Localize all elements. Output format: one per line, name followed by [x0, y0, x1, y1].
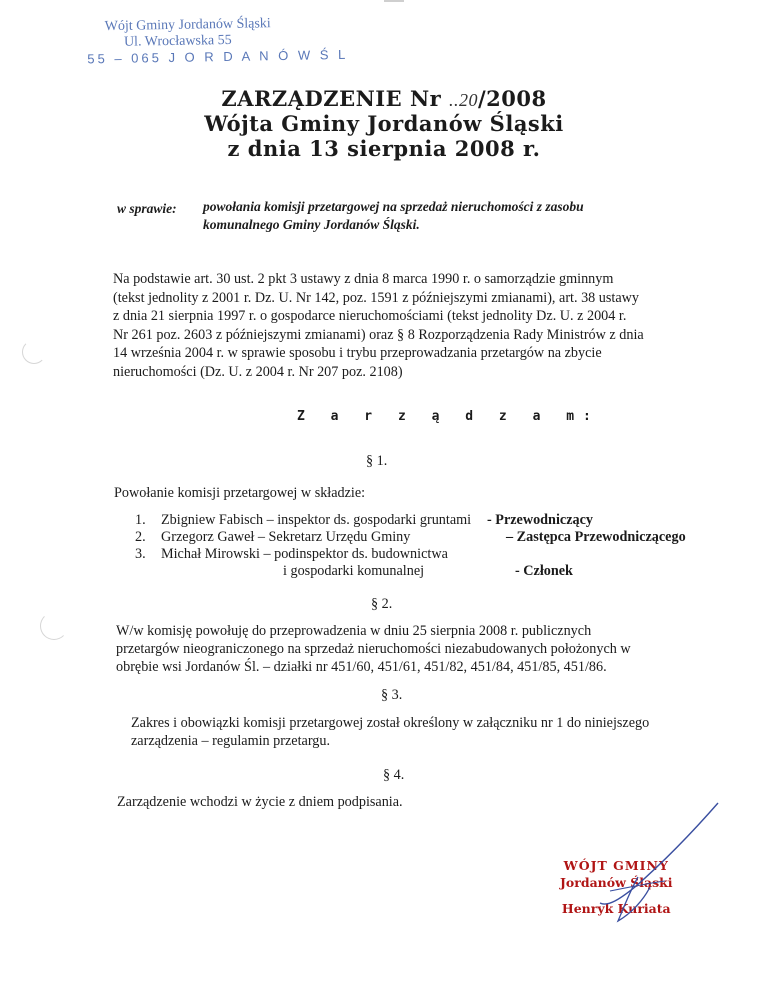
member-number: 3. — [135, 546, 146, 562]
member-list — [135, 511, 725, 579]
punch-hole-mark — [40, 612, 68, 640]
handwritten-signature — [540, 795, 740, 935]
section4-text: Zarządzenie wchodzi w życie z dniem podpisania. — [117, 794, 403, 810]
member-number: 2. — [135, 529, 146, 545]
section2-line: obrębie wsi Jordanów Śl. – działki nr 451/60, 451/61, 451/82, 451/84, 451/85, 451/86. — [116, 659, 607, 675]
member-number: 1. — [135, 512, 146, 528]
subject-label: w sprawie: — [117, 201, 177, 216]
section1-intro: Powołanie komisji przetargowej w składzie: — [114, 485, 366, 501]
member-role: – Zastępca Przewodniczącego — [506, 529, 686, 545]
basis-line: Nr 261 poz. 2603 z późniejszymi zmianami) oraz § 8 Rozporządzenia Rady Ministrów z dnia — [113, 326, 644, 343]
document-title — [0, 86, 768, 111]
basis-line: Na podstawie art. 30 ust. 2 pkt 3 ustawy z dnia 8 marca 1990 r. o samorządzie gminnym — [113, 271, 614, 287]
member-text: Grzegorz Gaweł – Sekretarz Urzędu Gminy — [161, 529, 411, 545]
member-row — [135, 511, 725, 528]
section2-line: W/w komisję powołuję do przeprowadzenia w dniu 25 sierpnia 2008 r. publicznych — [116, 623, 592, 639]
signature-line3: Henryk Kuriata — [561, 901, 671, 916]
member-row — [135, 528, 725, 545]
punch-hole-mark — [22, 340, 46, 364]
basis-line: (tekst jednolity z 2001 r. Dz. U. Nr 142, poz. 1591 z późniejszymi zmianami), art. 38 ustawy — [113, 289, 640, 306]
letterhead-line3: 55 – 065 J O R D A N Ó W Ś L — [87, 46, 349, 67]
title-line2: Wójta Gminy Jordanów Śląski — [204, 111, 564, 136]
title-prefix: ZARZĄDZENIE Nr — [221, 86, 450, 111]
signature-line1: WÓJT GMINY — [563, 858, 669, 873]
legal-basis — [113, 270, 703, 381]
decree-word: Z a r z ą d z a m: — [297, 409, 600, 424]
section3-body — [131, 714, 731, 750]
basis-line: nieruchomości (Dz. U. z 2004 r. Nr 207 poz. 2108) — [113, 363, 403, 380]
section1-heading: § 1. — [366, 453, 388, 469]
letterhead-line1: Wójt Gminy Jordanów Śląski — [104, 16, 271, 35]
decree-number: ..20 — [449, 90, 479, 110]
member-row — [135, 545, 725, 562]
member-role: - Członek — [515, 563, 573, 579]
section4-heading: § 4. — [383, 767, 405, 783]
scan-edge-mark — [384, 0, 404, 2]
letterhead-stamp — [87, 15, 349, 67]
section3-heading: § 3. — [381, 687, 403, 703]
section2-line: przetargów nieograniczonego na sprzedaż nieruchomości niezabudowanych położonych w — [116, 641, 631, 657]
member3-line2: i gospodarki komunalnej — [283, 563, 425, 579]
title-suffix: /2008 — [478, 86, 547, 111]
subject-line1: powołania komisji przetargowej na sprzedaż nieruchomości z zasobu — [203, 199, 584, 214]
subject-line2: komunalnego Gminy Jordanów Śląski. — [203, 217, 420, 232]
section3-line: zarządzenia – regulamin przetargu. — [131, 733, 331, 749]
title-line3: z dnia 13 sierpnia 2008 r. — [227, 136, 541, 161]
section2-body — [116, 622, 716, 676]
signature-line2: Jordanów Śląski — [560, 875, 673, 890]
basis-line: z dnia 21 sierpnia 1997 r. o gospodarce nieruchomościami (tekst jednolity Dz. U. z 2004 r. — [113, 308, 627, 324]
letterhead-line2: Ul. Wrocławska 55 — [123, 32, 232, 50]
member-row — [135, 562, 725, 579]
section3-line: Zakres i obowiązki komisji przetargowej został określony w załączniku nr 1 do niniejszego — [131, 715, 650, 731]
member-text: Michał Mirowski – podinspektor ds. budownictwa — [161, 546, 448, 562]
section2-heading: § 2. — [371, 596, 393, 612]
member-text: Zbigniew Fabisch – inspektor ds. gospodarki gruntami — [161, 512, 472, 528]
member-role: - Przewodniczący — [487, 512, 593, 528]
basis-line: 14 września 2004 r. w sprawie sposobu i trybu przeprowadzania przetargów na zbycie — [113, 345, 602, 361]
